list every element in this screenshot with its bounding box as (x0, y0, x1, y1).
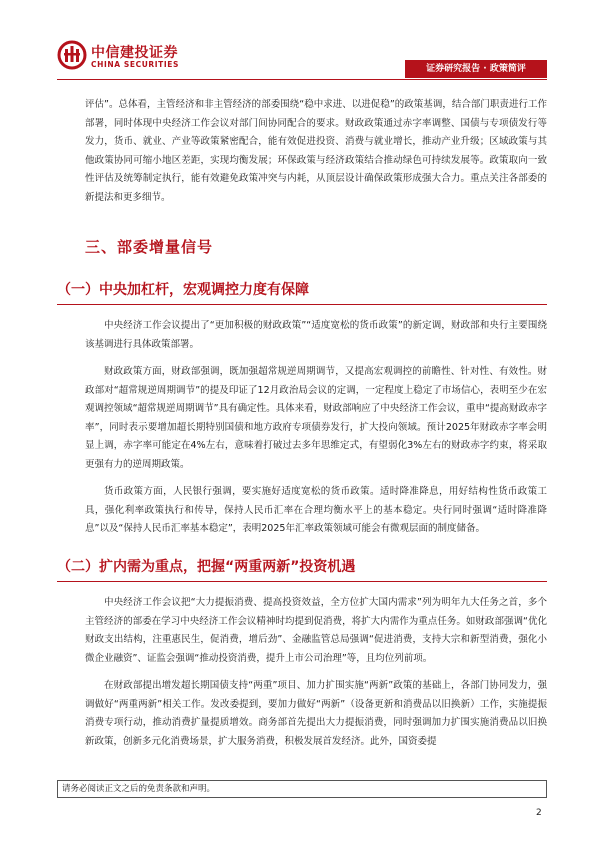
intro-paragraph: 评估”。总体看，主管经济和非主管经济的部委围绕“稳中求进、以进促稳”的政策基调，结合部门职责进行工作部署，同时体现中央经济工作会议对部门间协同配合的要求。财政政策通过赤字率调整、国债与专项债发行等发力，货币、就业、产业等政策紧密配合，能有效促进投资、消费与就业增长，推动产业升级；区域政策与其他政策协同可缩小地区差距，实现均衡发展；环保政策与经济政策结合推动绿色可持续发展等。政策取向一致性评估及统筹制定执行，能有效避免政策冲突与内耗，从顶层设计确保政策形成强大合力。重点关注各部委的新提法和更多细节。 (85, 99, 547, 203)
subsection-2-heading: （二）扩内需为重点，把握“两重两新”投资机遇 (57, 556, 547, 582)
paragraph: 中央经济工作会议提出了“更加积极的财政政策”“适度宽松的货币政策”的新定调，财政部和央行主要围绕该基调进行具体政策部署。 (85, 320, 547, 350)
company-logo (57, 40, 192, 74)
paragraph: 货币政策方面，人民银行强调，要实施好适度宽松的货币政策。适时降准降息，用好结构性货币政策工具，强化利率政策执行和传导，保持人民币汇率在合理均衡水平上的基本稳定。央行同时强调“适时降准降息”以及“保持人民币汇率基本稳定”，表明2025年汇率政策领域可能会有微观层面的制度储备。 (85, 486, 547, 534)
subsection-1-body (85, 317, 547, 539)
brand-name-en: CHINA SECURITIES (91, 60, 179, 69)
disclaimer-box: 请务必阅读正文之后的免责条款和声明。 (57, 780, 547, 798)
paragraph: 财政政策方面，财政部强调，既加强超常规逆周期调节，又提高宏观调控的前瞻性、针对性、有效性。财政部对“超常规逆周期调节”的提及印证了12月政治局会议的定调，一定程度上稳定了市场信心，表明至少在宏观调控领域“超常规逆周期调节”具有确定性。具体来看，财政部响应了中央经济工作会议，重申“提高财政赤字率”，同时表示要增加超长期特别国债和地方政府专项债券发行，扩大投向领域。预计2025年财政赤字率会明显上调，赤字率可能定在4%左右，意味着打破过去多年思维定式，有望弱化3%左右的财政赤字约束，将采取更强有力的逆周期政策。 (85, 366, 547, 470)
report-type-label: 证券研究报告 · 政策简评 (405, 60, 547, 78)
section-3-heading: 三、部委增量信号 (85, 238, 214, 256)
subsection-2-body (85, 594, 547, 751)
page-number: 2 (536, 808, 542, 818)
logo-mark-icon (57, 40, 87, 70)
paragraph: 在财政部提出增发超长期国债支持“两重”项目、加力扩围实施“两新”政策的基础上，各部门协同发力，强调做好“两重两新”相关工作。发改委提到，要加力做好“两新”（设备更新和消费品以旧换新）工作，实施提振消费专项行动，推动消费扩量提质增效。商务部首先提出大力提振消费，同时强调加力扩围实施消费品以旧换新政策，创新多元化消费场景，扩大服务消费，积极发展首发经济。此外，国资委提 (85, 680, 547, 747)
subsection-1-heading: （一）中央加杠杆，宏观调控力度有保障 (57, 279, 547, 305)
brand-name-cn: 中信建投证券 (91, 45, 178, 61)
page-header (0, 0, 595, 80)
paragraph: 中央经济工作会议把“大力提振消费、提高投资效益，全方位扩大国内需求”列为明年九大任务之首，多个主管经济的部委在学习中央经济工作会议精神时均提到促消费，将扩大内需作为重点任务。如财政部强调“优化财政支出结构，注重惠民生，促消费，增后劲”、金融监管总局强调“促进消费，支持大宗和新型消费，强化小微企业融资”、证监会强调“推动投资消费，提升上市公司治理”等，且均位列前项。 (85, 597, 547, 664)
header-divider (57, 79, 547, 80)
intro-block (85, 96, 547, 207)
